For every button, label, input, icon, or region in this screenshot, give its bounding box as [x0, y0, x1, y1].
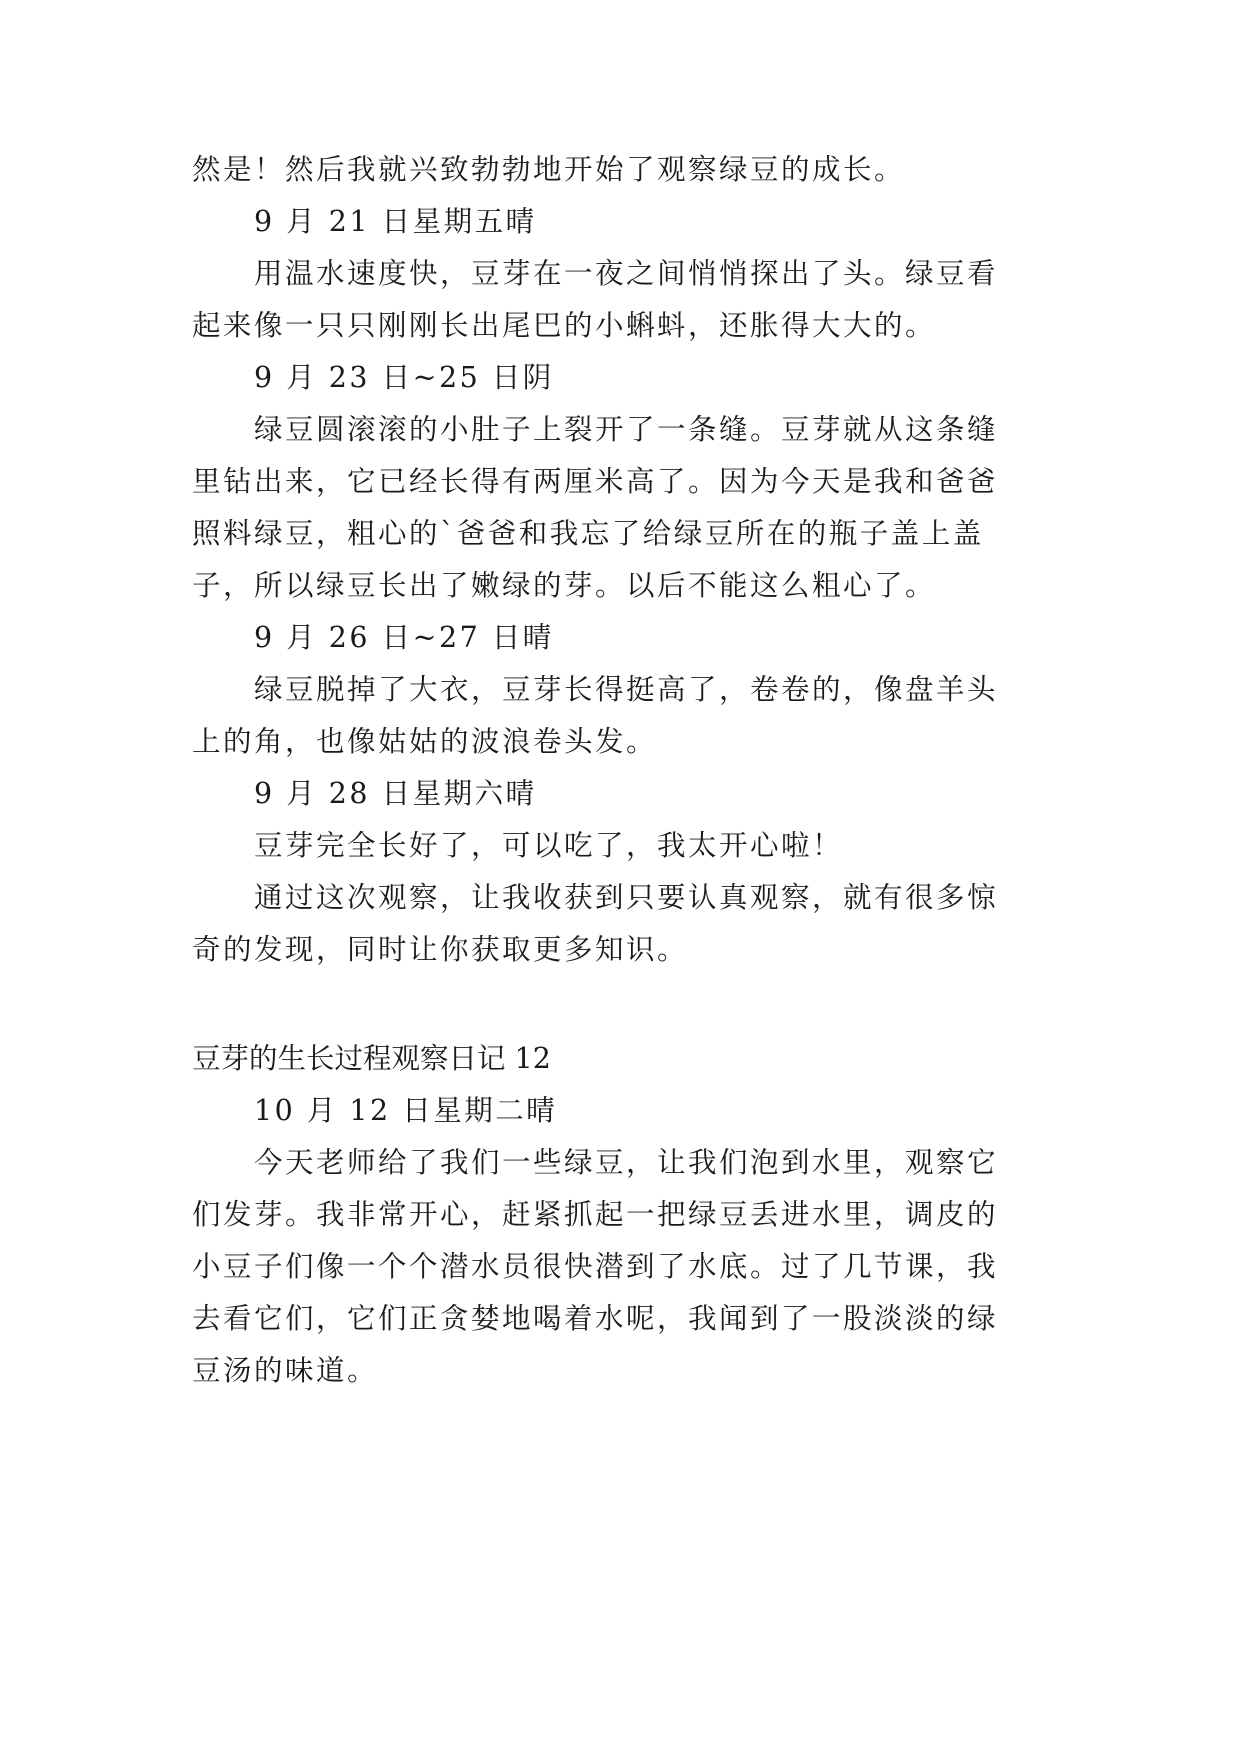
paragraph-line: 起来像一只只刚刚长出尾巴的小蝌蚪，还胀得大大的。	[192, 309, 937, 342]
paragraph-line: 里钻出来，它已经长得有两厘米高了。因为今天是我和爸爸	[192, 465, 999, 498]
paragraph-line: 绿豆圆滚滚的小肚子上裂开了一条缝。豆芽就从这条缝	[254, 413, 999, 446]
paragraph-line: 用温水速度快，豆芽在一夜之间悄悄探出了头。绿豆看	[254, 257, 999, 290]
paragraph-line: 去看它们，它们正贪婪地喝着水呢，我闻到了一股淡淡的绿	[192, 1302, 999, 1335]
paragraph-line: 通过这次观察，让我收获到只要认真观察，就有很多惊	[254, 881, 999, 914]
diary-date-heading: 9 月 23 日~25 日阴	[254, 361, 554, 394]
paragraph-line: 上的角，也像姑姑的波浪卷头发。	[192, 725, 658, 758]
diary-date-heading: 10 月 12 日星期二晴	[254, 1094, 558, 1127]
paragraph-line: 照料绿豆，粗心的`爸爸和我忘了给绿豆所在的瓶子盖上盖	[192, 517, 984, 550]
paragraph-line: 小豆子们像一个个潜水员很快潜到了水底。过了几节课，我	[192, 1250, 999, 1283]
paragraph-line: 今天老师给了我们一些绿豆，让我们泡到水里，观察它	[254, 1146, 999, 1179]
paragraph-line: 豆汤的味道。	[192, 1354, 379, 1387]
diary-date-heading: 9 月 26 日~27 日晴	[254, 621, 554, 654]
paragraph-line: 奇的发现，同时让你获取更多知识。	[192, 933, 689, 966]
diary-date-heading: 9 月 28 日星期六晴	[254, 777, 537, 810]
paragraph-line: 豆芽完全长好了，可以吃了，我太开心啦！	[254, 829, 844, 862]
section-title: 豆芽的生长过程观察日记 12	[192, 1042, 551, 1075]
paragraph-line: 绿豆脱掉了大衣，豆芽长得挺高了，卷卷的，像盘羊头	[254, 673, 999, 706]
diary-date-heading: 9 月 21 日星期五晴	[254, 205, 537, 238]
paragraph-line: 们发芽。我非常开心，赶紧抓起一把绿豆丢进水里，调皮的	[192, 1198, 999, 1231]
paragraph-line: 然是！然后我就兴致勃勃地开始了观察绿豆的成长。	[192, 153, 906, 186]
paragraph-line: 子，所以绿豆长出了嫩绿的芽。以后不能这么粗心了。	[192, 569, 937, 602]
